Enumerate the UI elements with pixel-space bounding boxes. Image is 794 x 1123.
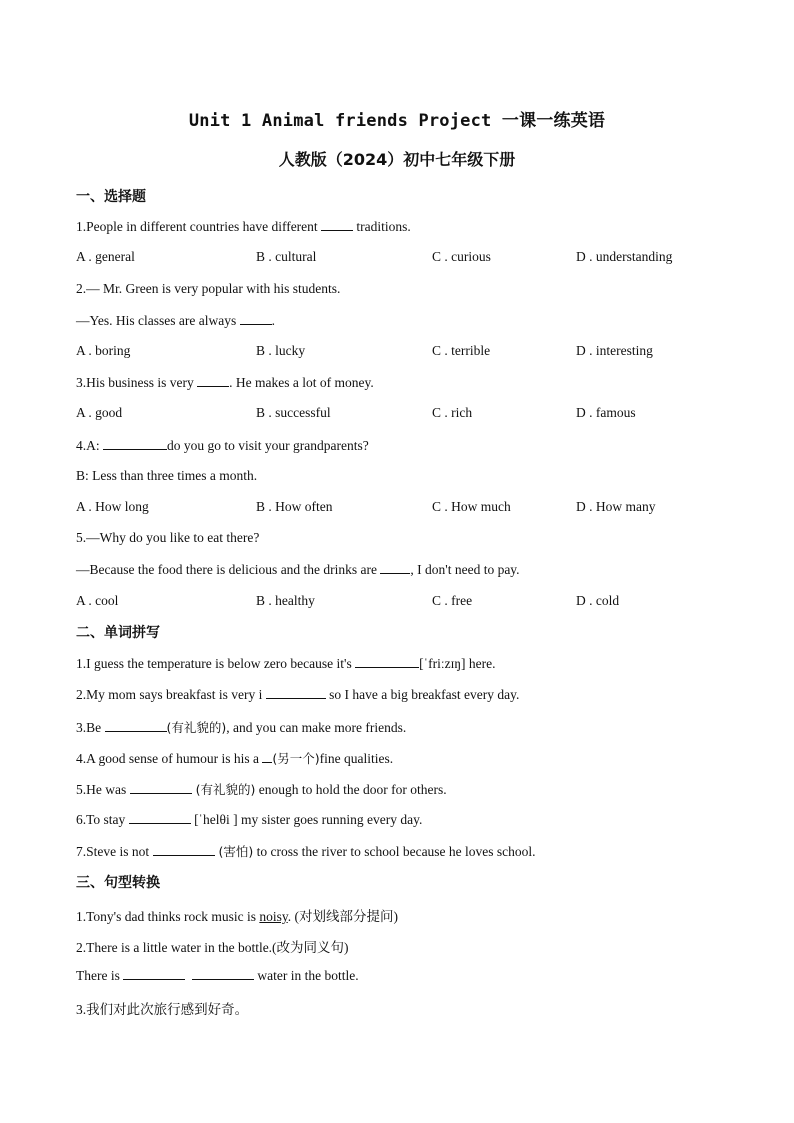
question-3: [76, 374, 374, 391]
option-a[interactable]: A . boring: [76, 343, 131, 358]
option-d[interactable]: D . cold: [576, 593, 620, 608]
question-4-line-2: B: Less than three times a month.: [76, 468, 258, 483]
question-text: , I don't need to pay.: [410, 562, 520, 577]
option-a[interactable]: A . good: [76, 405, 123, 420]
question-text: 1.Tony's dad thinks rock music is: [76, 909, 260, 924]
option-a[interactable]: A . How long: [76, 499, 149, 514]
answer-blank: [130, 781, 192, 794]
option-b[interactable]: B . healthy: [256, 593, 315, 608]
question-3-options: [76, 405, 716, 423]
question-text: —Yes. His classes are always: [76, 313, 240, 328]
answer-blank: [105, 719, 167, 732]
answer-blank: [355, 655, 419, 668]
option-d[interactable]: D . interesting: [576, 343, 653, 358]
answer-blank: [129, 811, 191, 824]
option-c[interactable]: C . curious: [432, 249, 491, 264]
option-b[interactable]: B . successful: [256, 405, 331, 420]
answer-blank: [103, 437, 167, 450]
option-b[interactable]: B . cultural: [256, 249, 317, 264]
question-text: There is: [76, 968, 124, 983]
chinese-hint: (有礼貌的): [191, 782, 256, 797]
spelling-4: [76, 749, 393, 767]
question-text: 4.A:: [76, 438, 103, 453]
spelling-7: [76, 842, 536, 860]
question-5-options: [76, 593, 716, 611]
question-text: [ˈhelθi ] my sister goes running every day.: [190, 812, 423, 827]
question-5-line-2: [76, 561, 520, 578]
page-subtitle: 人教版（2024）初中七年级下册: [278, 150, 516, 169]
answer-blank: [153, 843, 215, 856]
question-text: 4.A good sense of humour is his a: [76, 751, 263, 766]
question-text: , and you can make more friends.: [226, 720, 407, 735]
question-text: 6.To stay: [76, 812, 129, 827]
option-a[interactable]: A . cool: [76, 593, 119, 608]
question-text: enough to hold the door for others.: [255, 782, 447, 797]
question-1-options: [76, 249, 716, 267]
question-4-line-1: [76, 437, 369, 454]
question-4-options: [76, 499, 716, 517]
transform-2-answer: [76, 967, 359, 984]
chinese-hint: (另一个): [272, 751, 320, 766]
section-heading-spelling: 二、单词拼写: [76, 625, 160, 641]
question-text: 2.My mom says breakfast is very i: [76, 687, 266, 702]
answer-blank: [197, 374, 229, 387]
question-text: 3.Be: [76, 720, 105, 735]
question-2-line-1: 2.— Mr. Green is very popular with his students.: [76, 281, 341, 296]
section-heading-choice: 一、选择题: [76, 189, 146, 205]
chinese-hint: (害怕): [214, 844, 254, 859]
question-text: 1.I guess the temperature is below zero because it's: [76, 656, 356, 671]
option-b[interactable]: B . How often: [256, 499, 333, 514]
question-text: 5.He was: [76, 782, 130, 797]
option-c[interactable]: C . terrible: [432, 343, 491, 358]
question-text: 1.People in different countries have different: [76, 219, 322, 234]
option-d[interactable]: D . famous: [576, 405, 636, 420]
question-text: so I have a big breakfast every day.: [325, 687, 520, 702]
question-text: to cross the river to school because he loves school.: [253, 844, 536, 859]
question-text: .: [271, 313, 275, 328]
question-5-line-1: 5.—Why do you like to eat there?: [76, 530, 260, 545]
answer-blank: [266, 686, 326, 699]
chinese-hint: (有礼貌的): [166, 720, 227, 735]
answer-blank: [380, 561, 410, 574]
question-text: do you go to visit your grandparents?: [167, 438, 369, 453]
option-c[interactable]: C . How much: [432, 499, 511, 514]
option-c[interactable]: C . free: [432, 593, 473, 608]
option-b[interactable]: B . lucky: [256, 343, 306, 358]
transform-1: [76, 905, 398, 925]
answer-blank: [192, 967, 254, 980]
question-text: fine qualities.: [319, 751, 394, 766]
option-d[interactable]: D . understanding: [576, 249, 673, 264]
spelling-1: [76, 655, 495, 672]
option-d[interactable]: D . How many: [576, 499, 656, 514]
answer-blank: [240, 312, 272, 325]
question-2-options: [76, 343, 716, 361]
question-text: 7.Steve is not: [76, 844, 153, 859]
transform-2: 2.There is a little water in the bottle.(改为同义句): [76, 940, 349, 955]
question-1: [76, 218, 411, 235]
answer-blank: [123, 967, 185, 980]
transform-3: 3.我们对此次旅行感到好奇。: [76, 1002, 249, 1017]
question-text: water in the bottle.: [253, 968, 359, 983]
page-title: Unit 1 Animal friends Project 一课一练英语: [188, 111, 606, 131]
spelling-5: [76, 780, 447, 798]
option-a[interactable]: A . general: [76, 249, 135, 264]
question-text: —Because the food there is delicious and the drinks are: [76, 562, 381, 577]
question-text: . (对划线部分提问): [287, 909, 398, 924]
question-text: . He makes a lot of money.: [229, 375, 374, 390]
question-text: traditions.: [353, 219, 411, 234]
answer-blank: [262, 750, 272, 763]
spelling-3: [76, 718, 406, 736]
question-text: [ˈfriːzɪŋ] here.: [419, 656, 496, 671]
section-heading-transformation: 三、句型转换: [76, 875, 160, 891]
underlined-word: noisy: [259, 909, 288, 924]
question-2-line-2: [76, 312, 275, 329]
answer-blank: [321, 218, 353, 231]
spelling-6: [76, 811, 422, 828]
spelling-2: [76, 686, 519, 703]
question-text: 3.His business is very: [76, 375, 198, 390]
option-c[interactable]: C . rich: [432, 405, 473, 420]
